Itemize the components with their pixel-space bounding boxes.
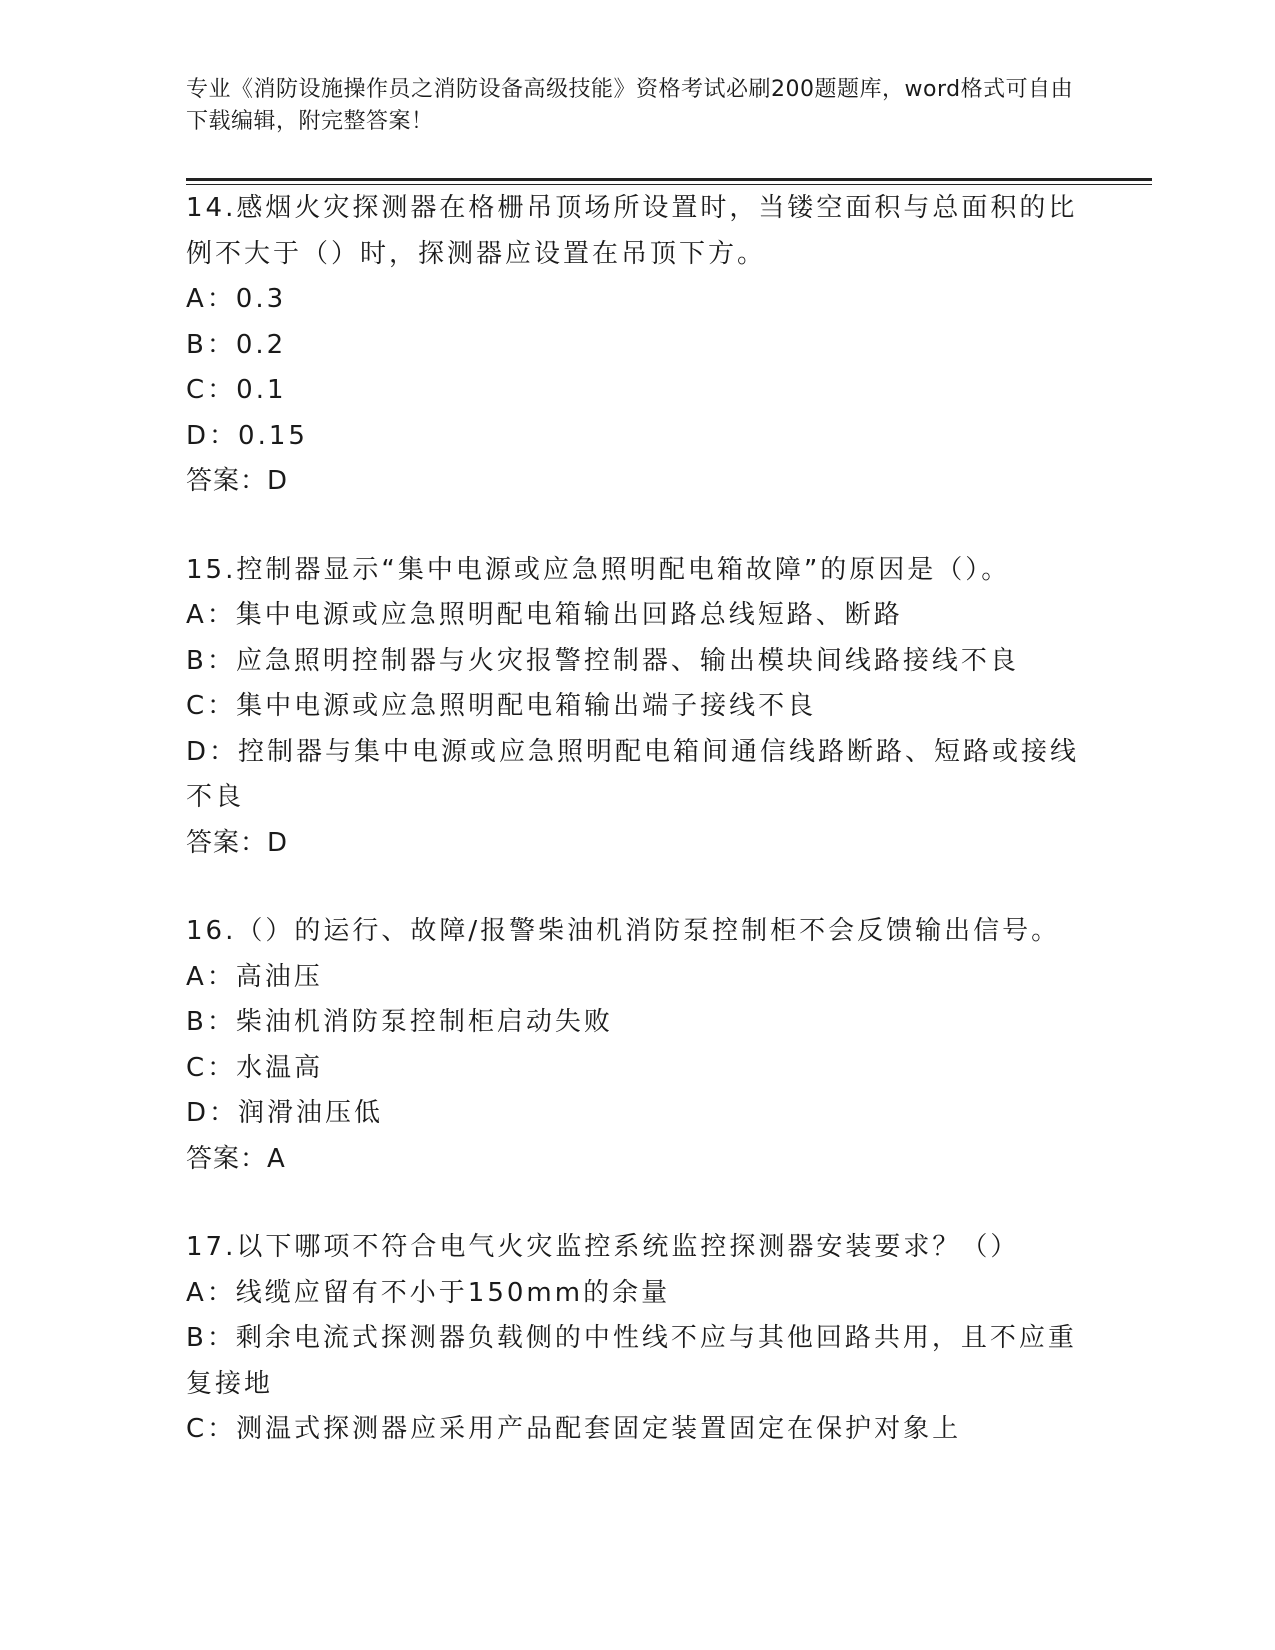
option-d: D：润滑油压低	[186, 1098, 384, 1128]
question-16	[186, 909, 1086, 1182]
question-stem: 14.感烟火灾探测器在格栅吊顶场所设置时，当镂空面积与总面积的比例不大于（）时，探测器应设置在吊顶下方。	[186, 193, 1078, 269]
question-stem: 15.控制器显示“集中电源或应急照明配电箱故障”的原因是（）。	[186, 554, 1011, 585]
option-a: A：集中电源或应急照明配电箱输出回路总线短路、断路	[186, 600, 903, 630]
option-b: B：应急照明控制器与火灾报警控制器、输出模块间线路接线不良	[186, 645, 1019, 676]
option-c: C：0.1	[186, 375, 287, 405]
header-divider-thick	[186, 178, 1152, 181]
question-14	[186, 186, 1086, 505]
question-stem: 16.（）的运行、故障/报警柴油机消防泵控制柜不会反馈输出信号。	[186, 916, 1061, 946]
question-17	[186, 1225, 1086, 1453]
question-15	[186, 548, 1086, 867]
option-d: D：控制器与集中电源或应急照明配电箱间通信线路断路、短路或接线不良	[186, 736, 1080, 812]
option-c: C：集中电源或应急照明配电箱输出端子接线不良	[186, 691, 817, 721]
option-d: D：0.15	[186, 420, 308, 451]
option-b: B：剩余电流式探测器负载侧的中性线不应与其他回路共用，且不应重复接地	[186, 1323, 1077, 1399]
document-header: 专业《消防设施操作员之消防设备高级技能》资格考试必刷200题题库，word格式可自由下载编辑，附完整答案！	[186, 77, 1074, 134]
option-a: A：线缆应留有不小于150mm的余量	[186, 1277, 671, 1308]
option-a: A：0.3	[186, 284, 287, 314]
header-divider-thin	[186, 184, 1152, 185]
answer-text: 答案：D	[186, 827, 289, 858]
option-a: A：高油压	[186, 961, 323, 992]
answer-text: 答案：A	[186, 1143, 286, 1174]
question-list	[186, 186, 1086, 1496]
option-c: C：水温高	[186, 1052, 324, 1083]
option-c: C：测温式探测器应采用产品配套固定装置固定在保护对象上	[186, 1414, 962, 1444]
answer-text: 答案：D	[186, 466, 289, 496]
option-b: B：柴油机消防泵控制柜启动失败	[186, 1007, 613, 1037]
option-b: B：0.2	[186, 329, 287, 360]
question-stem: 17.以下哪项不符合电气火灾监控系统监控探测器安装要求？（）	[186, 1232, 1020, 1262]
